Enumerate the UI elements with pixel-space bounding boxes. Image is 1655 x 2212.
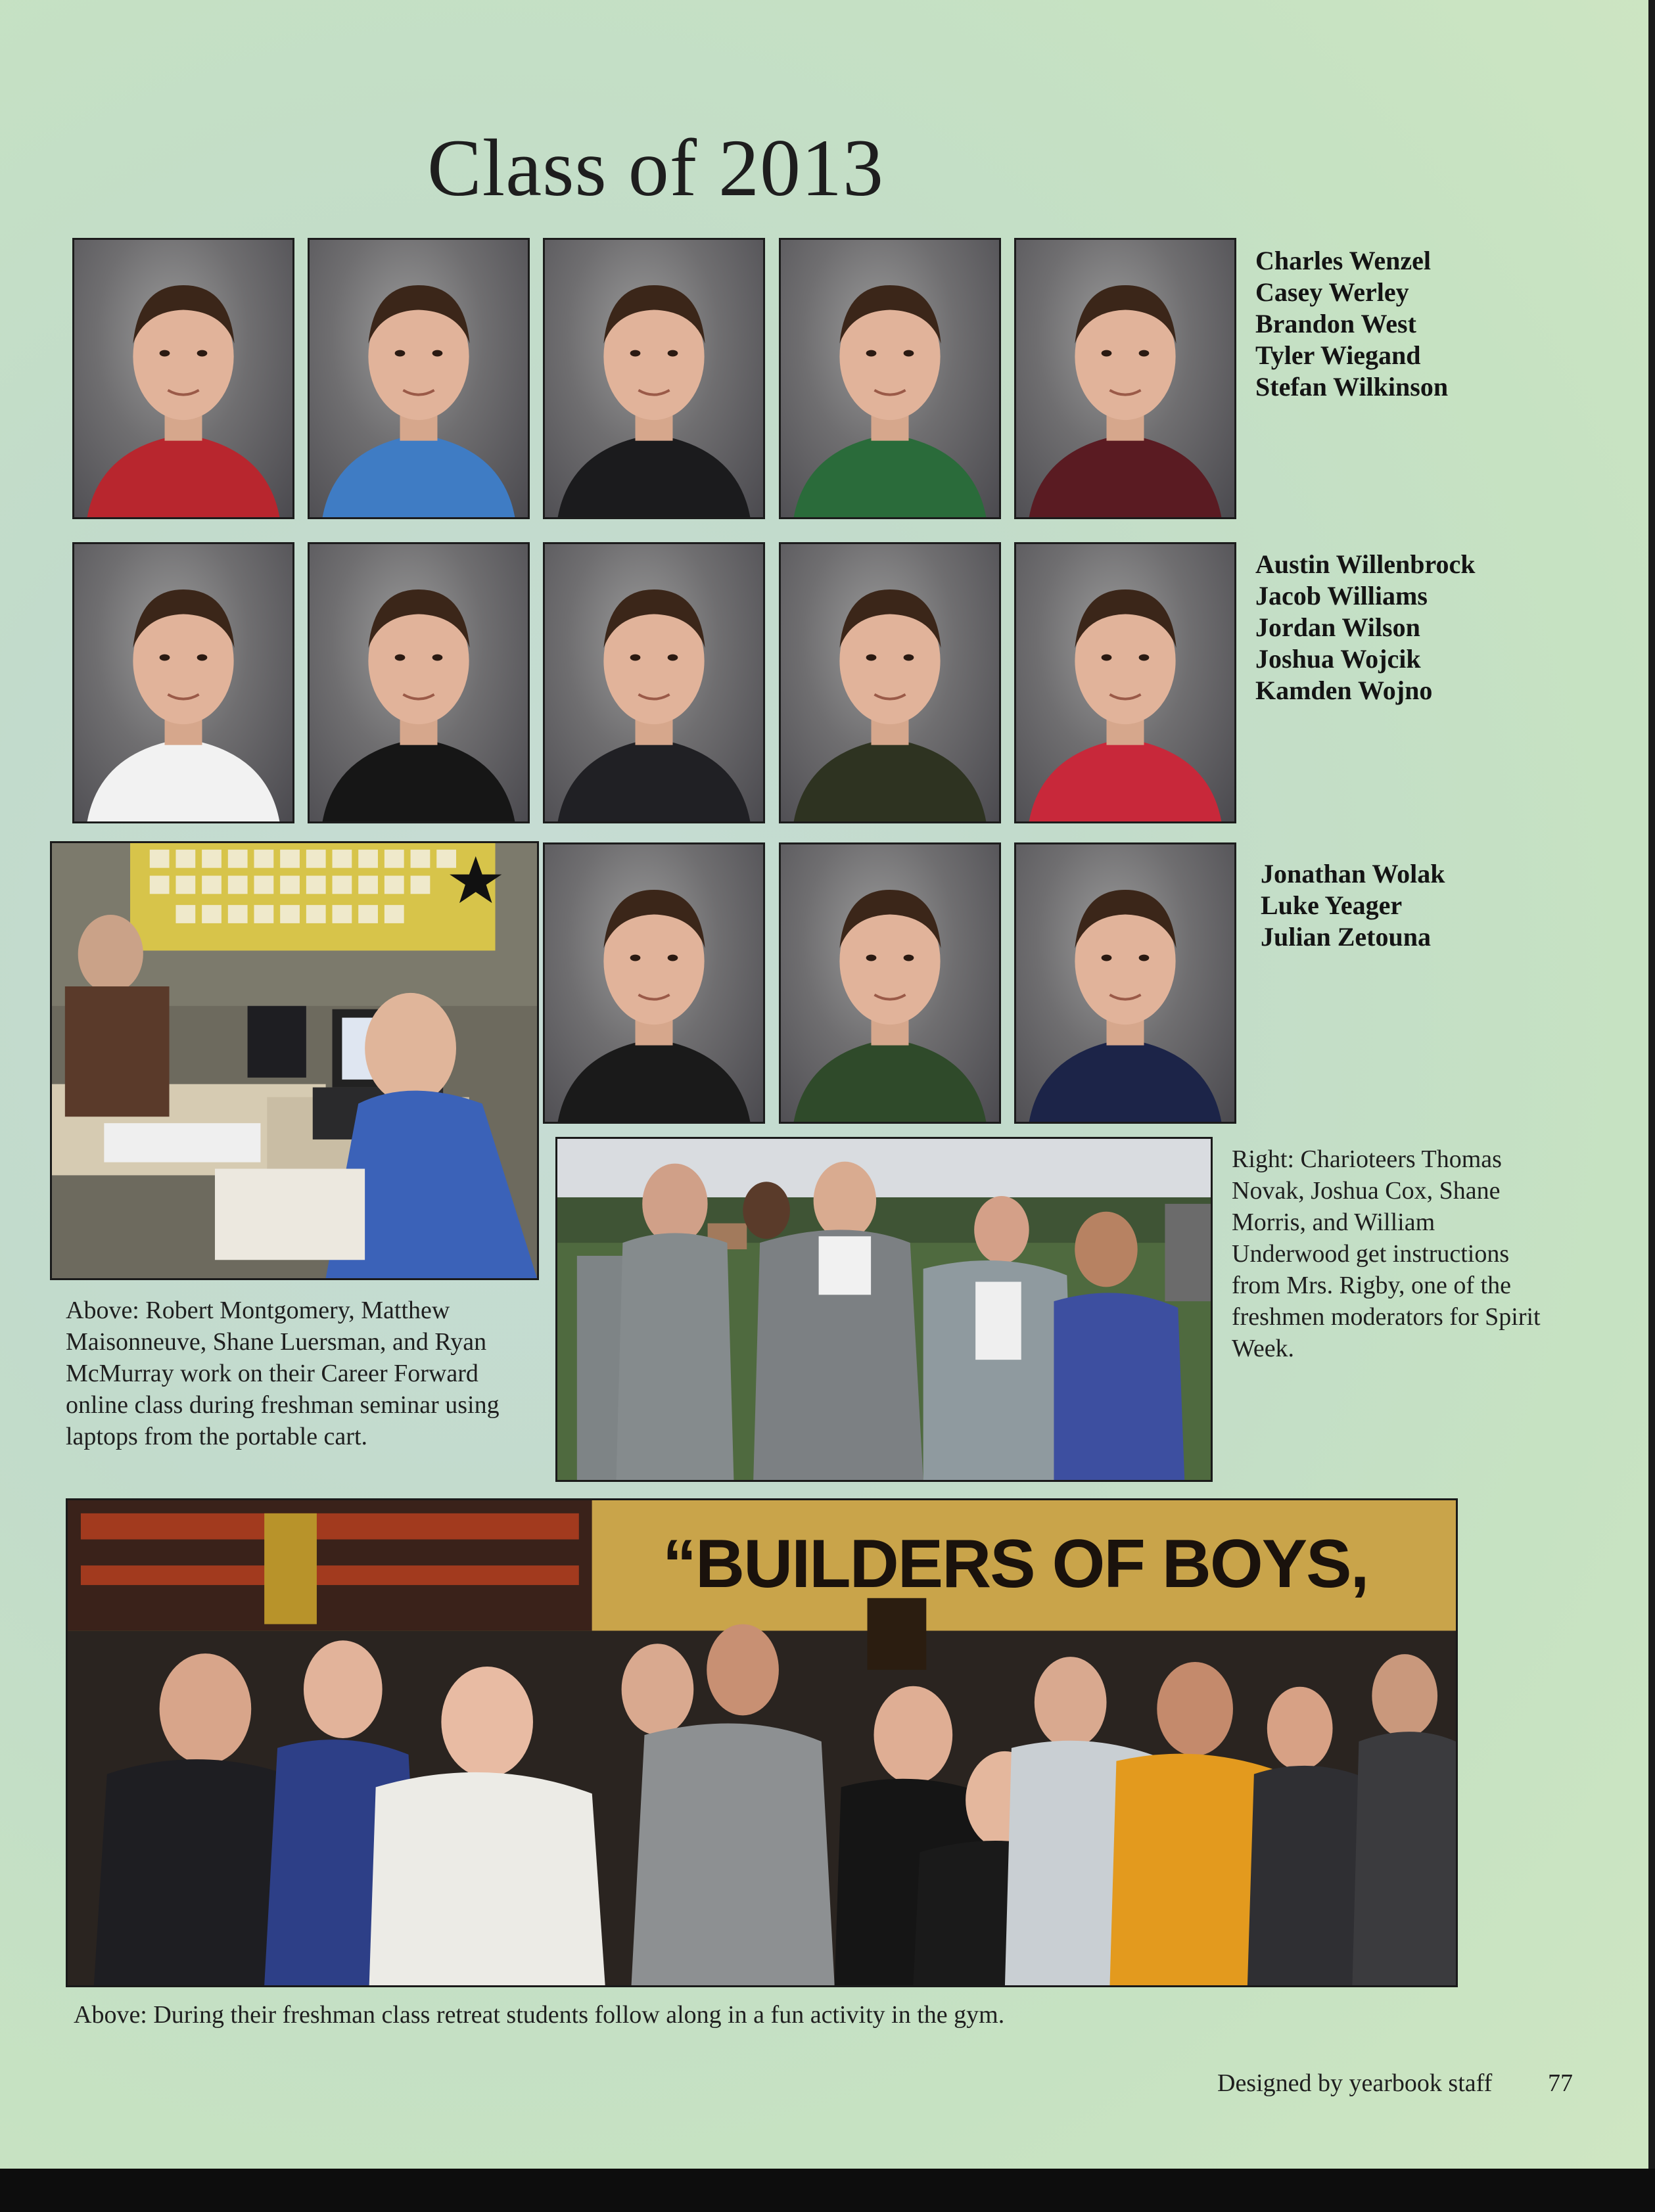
- portrait-4: [779, 238, 1001, 519]
- classroom-photo: [50, 841, 539, 1280]
- student-name: Brandon West: [1255, 309, 1416, 338]
- portrait-photo: [310, 240, 528, 517]
- student-name: Luke Yeager: [1261, 890, 1403, 920]
- portrait-photo: [1016, 844, 1234, 1122]
- student-name: Jacob Williams: [1255, 581, 1428, 611]
- name-list-row-1: [1255, 245, 1448, 403]
- gym-banner-text: “BUILDERS OF BOYS,: [663, 1526, 1368, 1602]
- page-number: 77: [1548, 2069, 1573, 2097]
- student-name: Stefan Wilkinson: [1255, 372, 1449, 402]
- portrait-3: [543, 238, 765, 519]
- charioteers-photo: [555, 1137, 1213, 1482]
- bottom-scan-edge: [0, 2169, 1655, 2212]
- student-name: Kamden Wojno: [1255, 676, 1433, 705]
- portrait-photo: [310, 544, 528, 821]
- portrait-photo: [1016, 544, 1234, 821]
- portrait-12: [779, 842, 1001, 1124]
- portrait-2: [308, 238, 530, 519]
- charioteers-caption: Right: Charioteers Thomas Novak, Joshua Cox, Shane Morris, and William Underwood get instructions from Mrs. Rigby, one of the freshmen moderators for Spirit Week.: [1232, 1145, 1541, 1362]
- classroom-caption: Above: Robert Montgomery, Matthew Maisonneuve, Shane Luersman, and Ryan McMurray work on their Career Forward online class during freshman seminar using laptops from the portable cart.: [66, 1297, 500, 1450]
- student-name: Jonathan Wolak: [1261, 859, 1445, 888]
- name-list-row-2: [1255, 549, 1476, 706]
- student-name: Jordan Wilson: [1255, 612, 1420, 642]
- portrait-photo: [781, 844, 999, 1122]
- portrait-photo: [781, 240, 999, 517]
- portrait-6: [72, 542, 294, 823]
- portrait-5: [1014, 238, 1236, 519]
- portrait-13: [1014, 842, 1236, 1124]
- portrait-photo: [781, 544, 999, 821]
- portrait-9: [779, 542, 1001, 823]
- gym-photo: [66, 1498, 1458, 1987]
- page-title: Class of 2013: [427, 123, 884, 213]
- student-name: Julian Zetouna: [1261, 922, 1431, 952]
- portrait-photo: [1016, 240, 1234, 517]
- portrait-8: [543, 542, 765, 823]
- portrait-photo: [545, 544, 763, 821]
- gym-caption: Above: During their freshman class retreat students follow along in a fun activity in the gym.: [74, 2001, 1005, 2029]
- name-list-row-3: [1261, 858, 1445, 953]
- student-name: Charles Wenzel: [1255, 246, 1432, 275]
- portrait-11: [543, 842, 765, 1124]
- student-name: Joshua Wojcik: [1255, 644, 1421, 674]
- portrait-photo: [74, 544, 292, 821]
- portrait-7: [308, 542, 530, 823]
- portrait-10: [1014, 542, 1236, 823]
- student-name: Casey Werley: [1255, 277, 1409, 307]
- portrait-1: [72, 238, 294, 519]
- student-name: Austin Willenbrock: [1255, 549, 1476, 579]
- right-scan-edge: [1648, 0, 1655, 2169]
- portrait-photo: [74, 240, 292, 517]
- student-name: Tyler Wiegand: [1255, 340, 1421, 370]
- portrait-photo: [545, 240, 763, 517]
- footer-credit: Designed by yearbook staff: [1217, 2069, 1493, 2097]
- portrait-photo: [545, 844, 763, 1122]
